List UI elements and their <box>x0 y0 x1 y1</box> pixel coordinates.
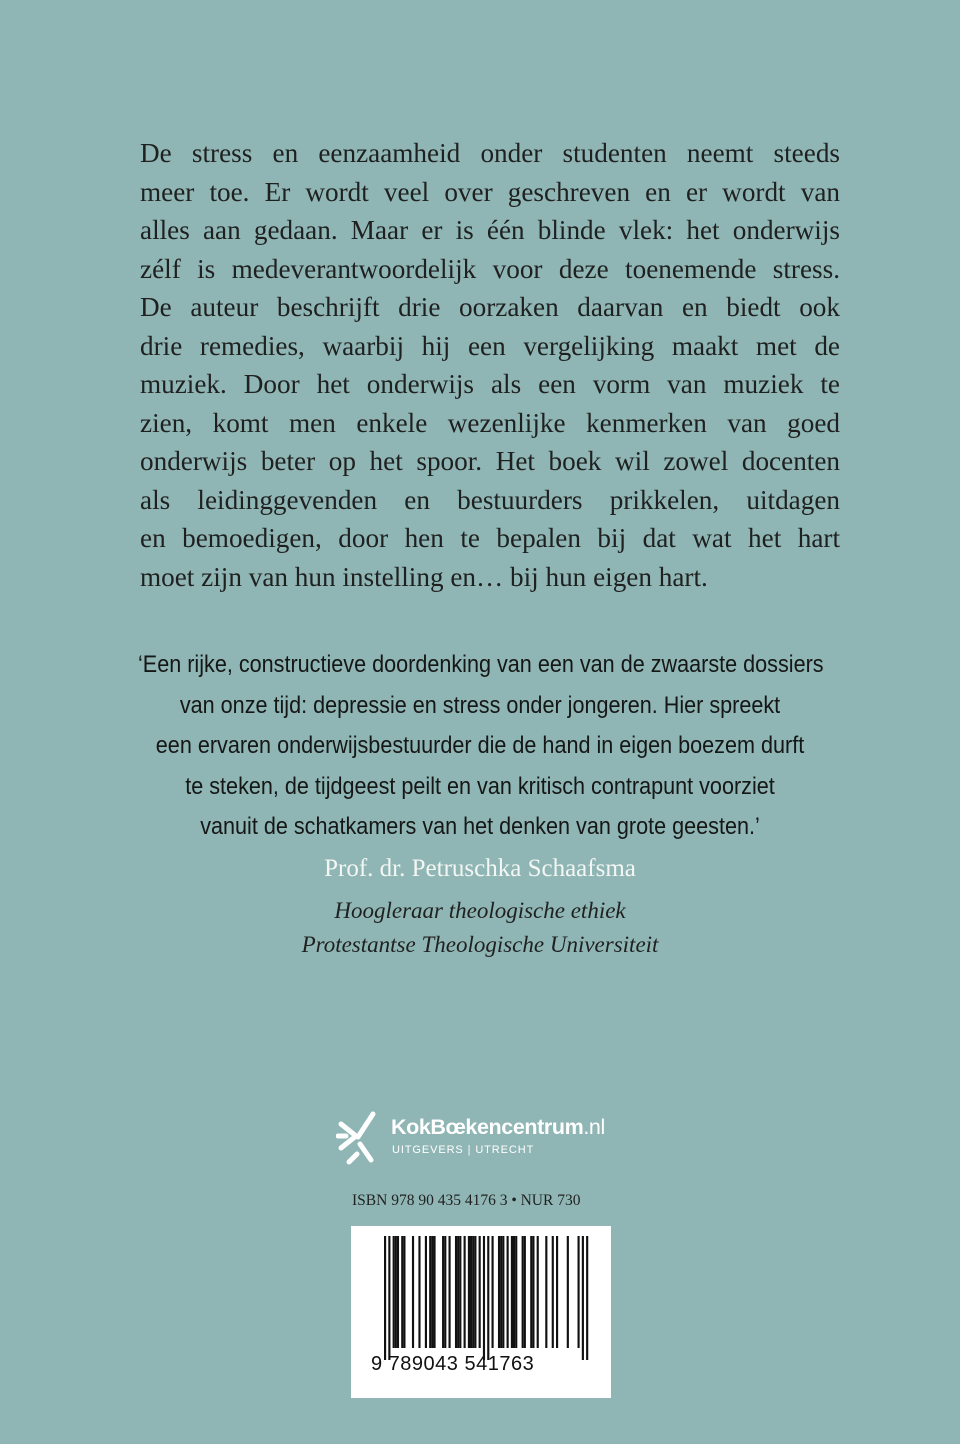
barcode-bar <box>468 1236 470 1348</box>
barcode-guard-bar <box>483 1236 485 1360</box>
barcode-bar <box>524 1236 526 1348</box>
barcode-bar <box>457 1236 459 1348</box>
barcode-bar <box>532 1236 534 1348</box>
barcode-bar <box>530 1236 532 1348</box>
barcode-bar <box>449 1236 451 1348</box>
barcode-guard-bar <box>384 1236 386 1360</box>
barcode-bar <box>492 1236 494 1348</box>
barcode-bar <box>429 1236 431 1348</box>
barcode-bar <box>403 1236 405 1348</box>
barcode-bar <box>578 1236 580 1348</box>
barcode-guard-bar <box>388 1236 390 1360</box>
barcode-bar <box>502 1236 504 1348</box>
publisher-logo <box>336 1106 656 1170</box>
barcode-bar <box>507 1236 509 1348</box>
blurb-line: en bemoedigen, door hen te bepalen bij dat wat het hart <box>140 523 840 553</box>
barcode-digits: 9 789043 541763 <box>371 1353 535 1375</box>
quote-line: een ervaren onderwijsbestuurder die de hand in eigen boezem durft <box>155 732 805 760</box>
barcode-bar <box>459 1236 461 1348</box>
barcode-bar <box>397 1236 399 1348</box>
barcode-bar <box>472 1236 474 1348</box>
barcode-bar <box>393 1236 395 1348</box>
barcode-bar <box>470 1236 472 1348</box>
barcode-bar <box>511 1236 513 1348</box>
publisher-subtitle: UITGEVERS | UTRECHT <box>392 1144 535 1156</box>
barcode-bar <box>515 1236 517 1348</box>
barcode-bar <box>556 1236 558 1348</box>
barcode-bar <box>418 1236 420 1348</box>
barcode-bar <box>433 1236 435 1348</box>
endorser-role: Hoogleraar theologische ethiek <box>334 898 626 923</box>
isbn-line: ISBN 978 90 435 4176 3 • NUR 730 <box>352 1192 581 1209</box>
barcode-bar <box>522 1236 524 1348</box>
barcode-guard-bar <box>586 1236 588 1360</box>
barcode-bar <box>545 1236 547 1348</box>
blurb-line: meer toe. Er wordt veel over geschreven en er wordt van <box>140 176 840 207</box>
barcode-bar <box>552 1236 554 1348</box>
barcode-bar <box>412 1236 414 1348</box>
blurb-line: zien, komt men enkele wezenlijke kenmerken van goed <box>140 407 840 438</box>
barcode-bar <box>442 1236 444 1348</box>
endorsement-quote <box>138 645 822 848</box>
publisher-brand-name: KokBœkencentrum <box>391 1115 584 1139</box>
barcode-guard-bar <box>487 1236 489 1360</box>
barcode <box>351 1226 611 1398</box>
quote-line: van onze tijd: depressie en stress onder jongeren. Hier spreekt <box>179 691 781 719</box>
barcode-bar <box>455 1236 457 1348</box>
blurb-line: drie remedies, waarbij hij een vergelijking maakt met de <box>140 330 840 361</box>
barcode-bar <box>474 1236 476 1348</box>
quote-line: te steken, de tijdgeest peilt en van kritisch contrapunt voorziet <box>185 772 775 800</box>
barcode-bar <box>513 1236 515 1348</box>
blurb-line: alles aan gedaan. Maar er is één blinde vlek: het onderwijs <box>140 215 840 245</box>
barcode-bar <box>464 1236 466 1348</box>
blurb-line: De stress en eenzaamheid onder studenten neemt steeds <box>140 138 840 168</box>
barcode-bar <box>395 1236 397 1348</box>
barcode-bar <box>498 1236 500 1348</box>
endorser-institution: Protestantse Theologische Universiteit <box>301 932 659 957</box>
barcode-guard-bar <box>582 1236 584 1360</box>
publisher-brand-tld: .nl <box>583 1115 605 1139</box>
blurb-line: als leidinggevenden en bestuurders prikkelen, uitdagen <box>140 484 840 515</box>
barcode-bar <box>425 1236 427 1348</box>
blurb-line: muziek. Door het onderwijs als een vorm van muziek te <box>140 369 840 399</box>
quote-line: ‘Een rijke, constructieve doordenking van een van de zwaarste dossiers <box>138 651 824 678</box>
barcode-bar <box>444 1236 446 1348</box>
barcode-bar <box>567 1236 569 1348</box>
barcode-bar <box>500 1236 502 1348</box>
barcode-bar <box>537 1236 539 1348</box>
publisher-logo-icon <box>336 1106 378 1166</box>
barcode-bar <box>479 1236 481 1348</box>
quote-line: vanuit de schatkamers van het denken van grote geesten.’ <box>200 813 760 841</box>
barcode-bar <box>431 1236 433 1348</box>
publisher-brand <box>391 1115 605 1140</box>
barcode-bar <box>401 1236 403 1348</box>
blurb-line: zélf is medeverantwoordelijk voor deze toenemende stress. <box>140 253 840 284</box>
blurb-line: onderwijs beter op het spoor. Het boek wil zowel docenten <box>140 446 840 476</box>
blurb-line: De auteur beschrijft drie oorzaken daarvan en biedt ook <box>140 292 840 322</box>
blurb-text <box>140 134 840 596</box>
endorser-name: Prof. dr. Petruschka Schaafsma <box>324 855 636 882</box>
blurb-line: moet zijn van hun instelling en… bij hun eigen hart. <box>140 561 708 592</box>
